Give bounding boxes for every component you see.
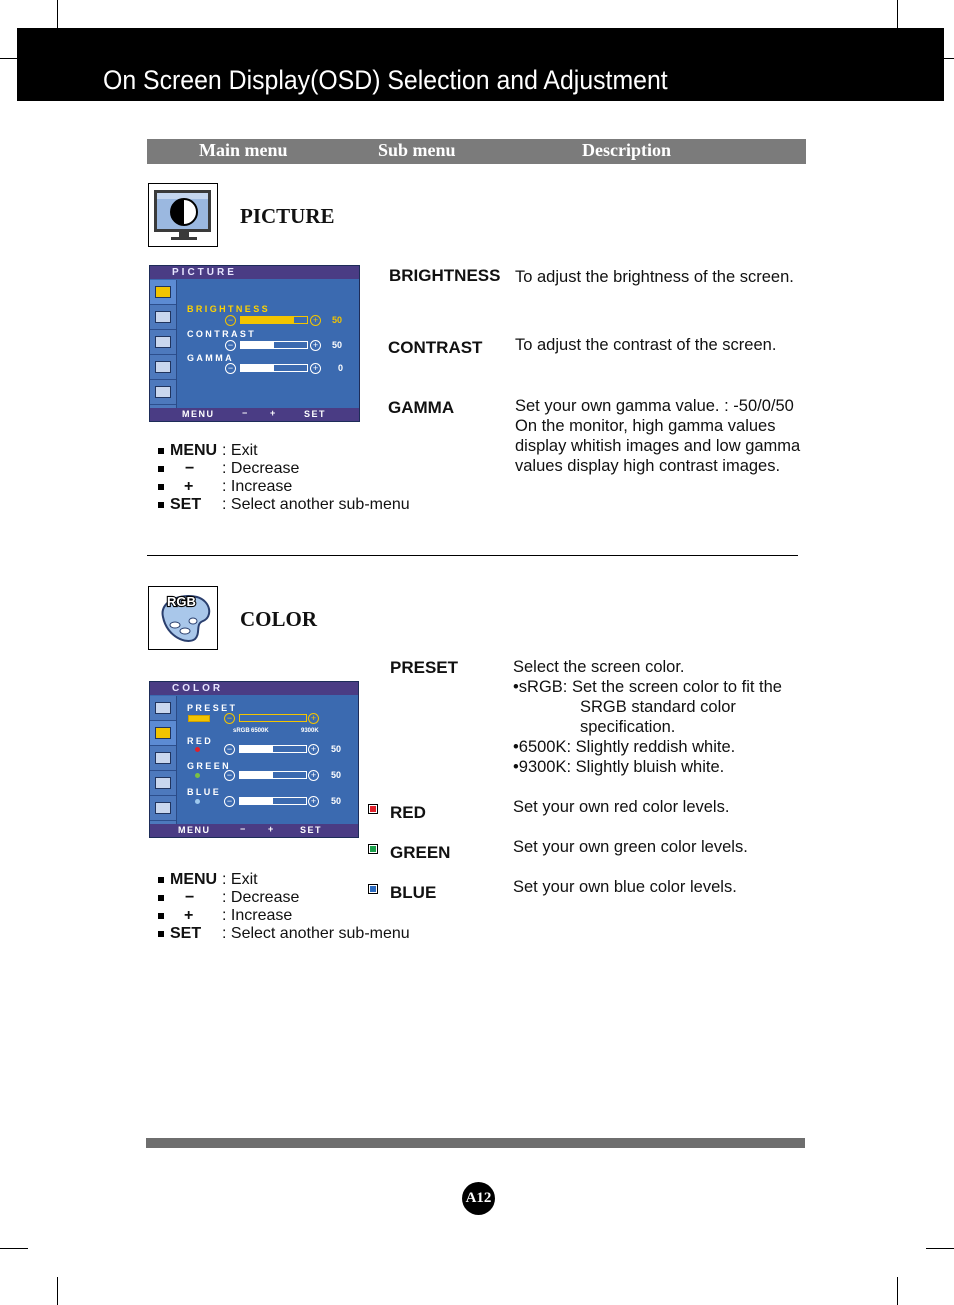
osd-minus-icon: −: [225, 340, 236, 351]
legend-key: SET: [170, 925, 202, 942]
osd-plus-icon: +: [308, 770, 319, 781]
legend-key: −: [185, 889, 195, 906]
osd-color-icon: [150, 721, 176, 746]
osd-gamma-value: 0: [338, 363, 344, 373]
osd-blue-value: 50: [331, 796, 342, 806]
legend-row: [158, 460, 428, 478]
desc-contrast: To adjust the contrast of the screen.: [515, 336, 777, 354]
legend-row: [158, 925, 428, 943]
picture-key-legend: [158, 442, 428, 514]
legend-row: [158, 889, 428, 907]
osd-gamma-bar: [240, 364, 308, 372]
submenu-red: RED: [390, 803, 426, 822]
osd-tracking-icon: [150, 330, 176, 355]
osd-blue-label: BLUE: [187, 787, 222, 797]
desc-gamma-line: display whitish images and low gamma: [515, 437, 801, 455]
desc-gamma-line: Set your own gamma value. : -50/0/50: [515, 397, 794, 415]
desc-preset-line: •6500K: Slightly reddish white.: [513, 738, 736, 756]
osd-contrast-value: 50: [332, 340, 343, 350]
osd-setup-icon: [150, 771, 176, 796]
desc-preset: [513, 657, 813, 777]
osd-gamma-label: GAMMA: [187, 353, 234, 363]
osd-minus-icon: −: [225, 315, 236, 326]
osd-minus-icon: −: [224, 770, 235, 781]
osd-brightness-value: 50: [332, 315, 343, 325]
column-header-bar: [147, 139, 806, 164]
legend-value: : Select another sub-menu: [222, 496, 410, 513]
desc-preset-line: specification.: [580, 718, 676, 736]
osd-minus-icon: −: [225, 363, 236, 374]
osd-minus-icon: −: [224, 796, 235, 807]
page-number: A12: [462, 1182, 495, 1215]
description-header: Description: [582, 140, 671, 160]
footer-bar: [146, 1138, 805, 1148]
osd-plus-icon: +: [310, 315, 321, 326]
osd-color-icon: [150, 305, 176, 330]
legend-key: −: [185, 460, 195, 477]
red-square-icon: [368, 804, 378, 814]
legend-value: : Increase: [222, 478, 293, 495]
osd-title: COLOR: [150, 682, 358, 695]
section-divider: [147, 555, 798, 556]
osd-plus-icon: +: [310, 340, 321, 351]
legend-key: MENU: [170, 871, 218, 888]
desc-brightness: To adjust the brightness of the screen.: [515, 268, 794, 286]
osd-footer-set: SET: [300, 825, 323, 835]
osd-contrast-bar: [240, 341, 308, 349]
main-menu-header: Main menu: [199, 140, 288, 160]
osd-gear-icon: [150, 796, 176, 821]
desc-blue: Set your own blue color levels.: [513, 878, 737, 896]
crop-mark: [897, 0, 898, 28]
submenu-preset: PRESET: [390, 658, 459, 677]
osd-setup-icon: [150, 355, 176, 380]
osd-blue-dot: [195, 799, 200, 804]
osd-plus-icon: +: [308, 713, 319, 724]
crop-mark: [944, 58, 954, 59]
legend-row: [158, 871, 428, 889]
color-osd-screenshot: [149, 681, 359, 838]
osd-picture-icon: [150, 280, 176, 305]
submenu-blue: BLUE: [390, 883, 437, 902]
monitor-icon: [148, 183, 218, 247]
osd-blue-bar: [239, 797, 307, 805]
osd-minus-icon: −: [224, 713, 235, 724]
legend-key: SET: [170, 496, 202, 513]
osd-green-label: GREEN: [187, 761, 232, 771]
osd-preset-tick-6500: 6500K: [251, 728, 269, 734]
picture-section-title: PICTURE: [240, 204, 335, 228]
osd-red-label: RED: [187, 736, 214, 746]
osd-red-bar: [239, 745, 307, 753]
crop-mark: [926, 1248, 954, 1249]
osd-plus-icon: +: [308, 796, 319, 807]
palette-icon: [148, 586, 218, 650]
color-section-title: COLOR: [240, 607, 318, 631]
osd-brightness-bar: [240, 316, 308, 324]
picture-osd-screenshot: [149, 265, 360, 422]
osd-green-value: 50: [331, 770, 342, 780]
color-key-legend: [158, 871, 428, 943]
osd-title: PICTURE: [150, 266, 359, 279]
crop-mark: [0, 1248, 28, 1249]
osd-preset-tick-srgb: sRGB: [233, 728, 250, 734]
legend-value: : Decrease: [222, 460, 300, 477]
osd-footer-minus: −: [242, 408, 249, 418]
desc-gamma-line: On the monitor, high gamma values: [515, 417, 776, 435]
legend-value: : Exit: [222, 871, 258, 888]
osd-red-dot: [195, 747, 200, 752]
osd-footer-menu: MENU: [178, 825, 211, 835]
legend-row: [158, 496, 428, 514]
crop-mark: [897, 1277, 898, 1305]
osd-footer-set: SET: [304, 409, 327, 419]
desc-preset-line: Select the screen color.: [513, 658, 685, 676]
legend-value: : Decrease: [222, 889, 300, 906]
desc-preset-line: SRGB standard color: [580, 698, 736, 716]
desc-preset-line: •9300K: Slightly bluish white.: [513, 758, 725, 776]
submenu-gamma: GAMMA: [388, 398, 455, 417]
osd-sidebar: [150, 696, 177, 826]
osd-minus-icon: −: [224, 744, 235, 755]
desc-green: Set your own green color levels.: [513, 838, 748, 856]
legend-row: [158, 478, 428, 496]
desc-red: Set your own red color levels.: [513, 798, 730, 816]
osd-footer: [150, 824, 358, 837]
crop-mark: [0, 58, 17, 59]
legend-value: : Increase: [222, 907, 293, 924]
legend-value: : Exit: [222, 442, 258, 459]
legend-key: +: [184, 907, 194, 924]
green-square-icon: [368, 844, 378, 854]
submenu-contrast: CONTRAST: [388, 338, 483, 357]
osd-red-value: 50: [331, 744, 342, 754]
osd-footer-minus: −: [240, 824, 247, 834]
submenu-green: GREEN: [390, 843, 451, 862]
osd-gear-icon: [150, 380, 176, 405]
crop-mark: [57, 1277, 58, 1305]
osd-footer-plus: +: [270, 408, 277, 418]
osd-sidebar: [150, 280, 177, 410]
osd-plus-icon: +: [310, 363, 321, 374]
osd-picture-icon: [150, 696, 176, 721]
crop-mark: [57, 0, 58, 28]
osd-brightness-label: BRIGHTNESS: [187, 304, 271, 314]
osd-preset-tick-9300: 9300K: [301, 728, 319, 734]
desc-gamma-line: values display high contrast images.: [515, 457, 781, 475]
osd-contrast-label: CONTRAST: [187, 329, 257, 339]
osd-footer: [150, 408, 359, 421]
osd-preset-label: PRESET: [187, 703, 238, 713]
desc-gamma: [515, 396, 815, 476]
legend-value: : Select another sub-menu: [222, 925, 410, 942]
rgb-icon-text: RGB: [167, 594, 196, 609]
osd-footer-menu: MENU: [182, 409, 215, 419]
osd-tracking-icon: [150, 746, 176, 771]
osd-green-dot: [195, 773, 200, 778]
legend-row: [158, 442, 428, 460]
desc-preset-line: •sRGB: Set the screen color to fit the: [513, 678, 782, 696]
page-title: On Screen Display(OSD) Selection and Adjustment: [103, 65, 668, 95]
legend-key: MENU: [170, 442, 218, 459]
sub-menu-header: Sub menu: [378, 140, 456, 160]
osd-preset-swatch: [188, 715, 210, 722]
osd-green-bar: [239, 771, 307, 779]
osd-plus-icon: +: [308, 744, 319, 755]
legend-row: [158, 907, 428, 925]
osd-preset-bar: [239, 714, 307, 722]
submenu-brightness: BRIGHTNESS: [389, 266, 501, 285]
legend-key: +: [184, 478, 194, 495]
osd-footer-plus: +: [268, 824, 275, 834]
